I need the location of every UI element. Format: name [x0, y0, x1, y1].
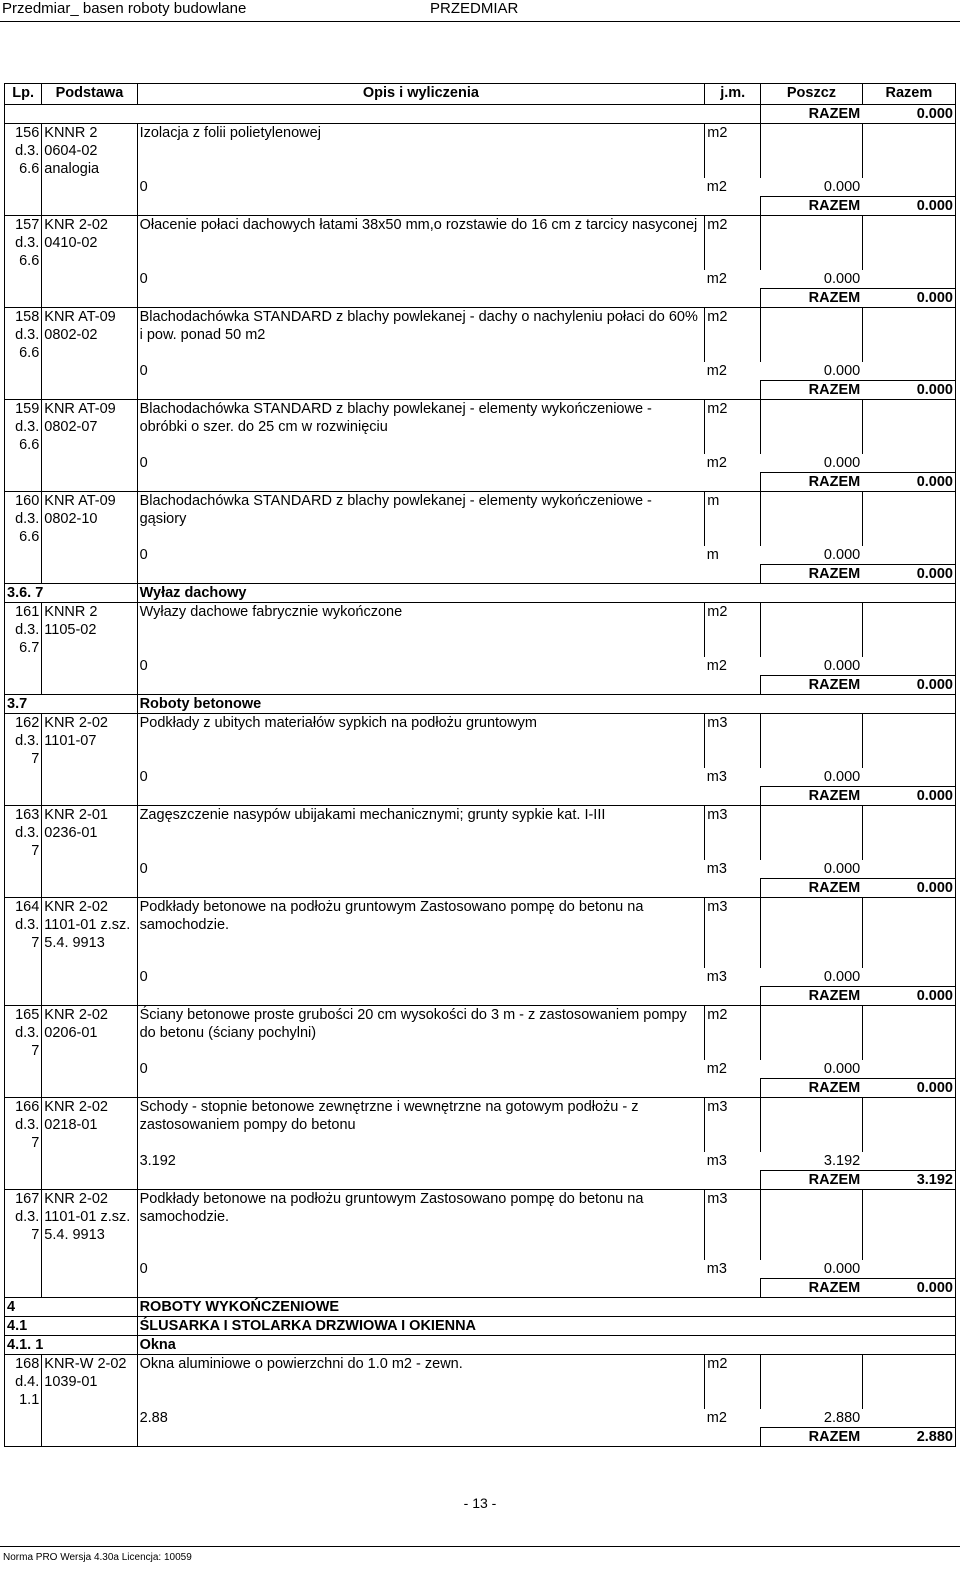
calc-value: 0.000 — [823, 455, 861, 471]
row-basis: KNR AT-09 0802-07 — [42, 400, 137, 455]
row-number: 166 d.3. 7 — [5, 1098, 42, 1153]
total-label: RAZEM — [761, 987, 863, 1006]
calc-expression: 0 — [137, 1260, 705, 1279]
calc-unit: m — [706, 547, 719, 563]
calc-value: 0.000 — [823, 658, 861, 674]
row-unit: m2 — [705, 400, 761, 455]
row-description: Blachodachówka STANDARD z blachy powlekanej - elementy wykończeniowe - obróbki o szer. do 25 cm w rozwinięciu — [137, 400, 705, 455]
document-title: Przedmiar_ basen roboty budowlane — [2, 0, 247, 17]
calc-unit: m2 — [706, 271, 727, 287]
row-description: Schody - stopnie betonowe zewnętrzne i wewnętrzne na gotowym podłożu - z zastosowaniem pompy do betonu — [137, 1098, 705, 1153]
calc-value: 0.000 — [823, 363, 861, 379]
section-title: ROBOTY WYKOŃCZENIOWE — [137, 1298, 955, 1317]
total-label: RAZEM — [761, 473, 863, 492]
calc-unit: m3 — [706, 969, 727, 985]
calc-value: 0.000 — [823, 547, 861, 563]
calc-expression: 0 — [137, 454, 705, 473]
section-number: 4 — [5, 1298, 138, 1317]
row-basis: KNR 2-02 1101-01 z.sz. 5.4. 9913 — [42, 1190, 137, 1261]
table-row — [5, 714, 956, 769]
section-number: 4.1 — [5, 1317, 138, 1336]
total-row — [5, 1171, 956, 1190]
column-header: Poszcz — [761, 84, 863, 105]
row-unit: m2 — [705, 1355, 761, 1410]
table-row — [5, 400, 956, 455]
total-row — [5, 879, 956, 898]
table-body — [5, 105, 956, 1447]
row-description: Ołacenie połaci dachowych łatami 38x50 mm,o rozstawie do 16 cm z tarcicy nasyconej — [137, 216, 705, 271]
total-label: RAZEM — [761, 1171, 863, 1190]
section-row — [5, 1298, 956, 1317]
row-number: 168 d.4. 1.1 — [5, 1355, 42, 1410]
section-title: Wyłaz dachowy — [137, 584, 955, 603]
total-label: RAZEM — [761, 289, 863, 308]
row-number: 157 d.3. 6.6 — [5, 216, 42, 271]
footer-rule — [0, 1546, 960, 1547]
table-row — [5, 124, 956, 179]
table-row — [5, 308, 956, 363]
total-label: RAZEM — [761, 565, 863, 584]
page-number: - 13 - — [463, 1495, 497, 1511]
header-rule — [0, 21, 960, 22]
calc-row — [5, 270, 956, 289]
row-number: 158 d.3. 6.6 — [5, 308, 42, 363]
row-basis: KNR 2-02 0218-01 — [42, 1098, 137, 1153]
total-value: 0.000 — [862, 197, 955, 216]
column-header: Opis i wyliczenia — [137, 84, 705, 105]
row-description: Blachodachówka STANDARD z blachy powlekanej - dachy o nachyleniu połaci do 60% i pow. ponad 50 m2 — [137, 308, 705, 363]
column-header: Razem — [862, 84, 955, 105]
row-description: Zagęszczenie nasypów ubijakami mechanicznymi; grunty sypkie kat. I-III — [137, 806, 705, 861]
row-description: Podkłady z ubitych materiałów sypkich na podłożu gruntowym — [137, 714, 705, 769]
total-label: RAZEM — [761, 381, 863, 400]
row-number: 161 d.3. 6.7 — [5, 603, 42, 658]
row-unit: m2 — [705, 1006, 761, 1061]
calc-row — [5, 860, 956, 879]
calc-expression: 0 — [137, 768, 705, 787]
calc-row — [5, 1060, 956, 1079]
calc-expression: 0 — [137, 657, 705, 676]
section-row — [5, 1317, 956, 1336]
row-number: 165 d.3. 7 — [5, 1006, 42, 1061]
calc-value: 0.000 — [823, 769, 861, 785]
table-row — [5, 1190, 956, 1261]
total-row — [5, 565, 956, 584]
calc-row — [5, 657, 956, 676]
section-number: 4.1. 1 — [5, 1336, 138, 1355]
total-value: 0.000 — [862, 565, 955, 584]
table-row — [5, 898, 956, 969]
row-unit: m2 — [705, 124, 761, 179]
total-value: 0.000 — [862, 787, 955, 806]
calc-value: 0.000 — [823, 271, 861, 287]
table-header-row — [5, 84, 956, 105]
calc-value: 2.880 — [823, 1410, 861, 1426]
total-value: 0.000 — [862, 987, 955, 1006]
row-unit: m3 — [705, 806, 761, 861]
table-row — [5, 603, 956, 658]
row-description: Podkłady betonowe na podłożu gruntowym Zastosowano pompę do betonu na samochodzie. — [137, 898, 705, 969]
row-description: Wyłazy dachowe fabrycznie wykończone — [137, 603, 705, 658]
section-row — [5, 584, 956, 603]
row-basis: KNR AT-09 0802-10 — [42, 492, 137, 547]
total-label: RAZEM — [761, 676, 863, 695]
table-row — [5, 1355, 956, 1410]
total-row — [5, 787, 956, 806]
section-number: 3.6. 7 — [5, 584, 138, 603]
row-description: Izolacja z folii polietylenowej — [137, 124, 705, 179]
total-label: RAZEM — [761, 787, 863, 806]
total-label: RAZEM — [761, 1279, 863, 1298]
document-type: PRZEDMIAR — [430, 0, 519, 17]
table-row — [5, 1006, 956, 1061]
calc-unit: m3 — [706, 1261, 727, 1277]
license-info: Norma PRO Wersja 4.30a Licencja: 10059 — [3, 1552, 192, 1563]
total-label: RAZEM — [761, 105, 863, 124]
row-number: 162 d.3. 7 — [5, 714, 42, 769]
total-value: 0.000 — [862, 1079, 955, 1098]
table-row — [5, 492, 956, 547]
section-row — [5, 695, 956, 714]
total-label: RAZEM — [761, 879, 863, 898]
row-basis: KNR AT-09 0802-02 — [42, 308, 137, 363]
calc-unit: m3 — [706, 1153, 727, 1169]
row-number: 156 d.3. 6.6 — [5, 124, 42, 179]
row-unit: m3 — [705, 714, 761, 769]
total-row — [5, 105, 956, 124]
column-header: Podstawa — [42, 84, 137, 105]
calc-expression: 0 — [137, 1060, 705, 1079]
calc-value: 3.192 — [823, 1153, 861, 1169]
row-unit: m2 — [705, 216, 761, 271]
row-basis: KNR 2-02 0206-01 — [42, 1006, 137, 1061]
section-title: Roboty betonowe — [137, 695, 955, 714]
calc-row — [5, 968, 956, 987]
column-header: j.m. — [705, 84, 761, 105]
total-row — [5, 197, 956, 216]
row-basis: KNNR 2 1105-02 — [42, 603, 137, 658]
total-value: 0.000 — [862, 473, 955, 492]
section-number: 3.7 — [5, 695, 138, 714]
total-value: 0.000 — [862, 1279, 955, 1298]
total-row — [5, 1079, 956, 1098]
total-label: RAZEM — [761, 1428, 863, 1447]
calc-unit: m2 — [706, 658, 727, 674]
total-row — [5, 473, 956, 492]
calc-unit: m2 — [706, 455, 727, 471]
row-basis: KNR 2-02 1101-07 — [42, 714, 137, 769]
section-row — [5, 1336, 956, 1355]
row-basis: KNR 2-02 1101-01 z.sz. 5.4. 9913 — [42, 898, 137, 969]
calc-unit: m3 — [706, 861, 727, 877]
calc-value: 0.000 — [823, 179, 861, 195]
row-number: 167 d.3. 7 — [5, 1190, 42, 1261]
calc-unit: m2 — [706, 1410, 727, 1426]
total-value: 2.880 — [862, 1428, 955, 1447]
calc-value: 0.000 — [823, 1261, 861, 1277]
table-row — [5, 216, 956, 271]
row-unit: m2 — [705, 308, 761, 363]
calc-row — [5, 178, 956, 197]
row-description: Okna aluminiowe o powierzchni do 1.0 m2 - zewn. — [137, 1355, 705, 1410]
calc-unit: m3 — [706, 769, 727, 785]
calc-expression: 0 — [137, 968, 705, 987]
row-basis: KNNR 2 0604-02 analogia — [42, 124, 137, 179]
section-title: ŚLUSARKA I STOLARKA DRZWIOWA I OKIENNA — [137, 1317, 955, 1336]
calc-value: 0.000 — [823, 1061, 861, 1077]
calc-expression: 0 — [137, 860, 705, 879]
estimate-table — [4, 83, 956, 1447]
calc-unit: m2 — [706, 179, 727, 195]
row-description: Podkłady betonowe na podłożu gruntowym Zastosowano pompę do betonu na samochodzie. — [137, 1190, 705, 1261]
row-number: 159 d.3. 6.6 — [5, 400, 42, 455]
total-value: 3.192 — [862, 1171, 955, 1190]
total-value: 0.000 — [862, 105, 955, 124]
total-row — [5, 987, 956, 1006]
row-unit: m3 — [705, 898, 761, 969]
row-number: 164 d.3. 7 — [5, 898, 42, 969]
calc-value: 0.000 — [823, 969, 861, 985]
calc-expression: 0 — [137, 546, 705, 565]
total-label: RAZEM — [761, 1079, 863, 1098]
row-description: Ściany betonowe proste grubości 20 cm wysokości do 3 m - z zastosowaniem pompy do betonu (ściany pochylni) — [137, 1006, 705, 1061]
row-basis: KNR-W 2-02 1039-01 — [42, 1355, 137, 1410]
row-number: 160 d.3. 6.6 — [5, 492, 42, 547]
row-basis: KNR 2-02 0410-02 — [42, 216, 137, 271]
total-row — [5, 289, 956, 308]
calc-row — [5, 362, 956, 381]
total-label: RAZEM — [761, 197, 863, 216]
total-value: 0.000 — [862, 381, 955, 400]
calc-row — [5, 1260, 956, 1279]
total-row — [5, 381, 956, 400]
row-description: Blachodachówka STANDARD z blachy powlekanej - elementy wykończeniowe - gąsiory — [137, 492, 705, 547]
calc-row — [5, 1409, 956, 1428]
table-row — [5, 1098, 956, 1153]
row-unit: m3 — [705, 1098, 761, 1153]
row-basis: KNR 2-01 0236-01 — [42, 806, 137, 861]
total-value: 0.000 — [862, 676, 955, 695]
calc-row — [5, 768, 956, 787]
calc-expression: 0 — [137, 178, 705, 197]
row-unit: m2 — [705, 603, 761, 658]
section-title: Okna — [137, 1336, 955, 1355]
calc-expression: 2.88 — [137, 1409, 705, 1428]
calc-row — [5, 1152, 956, 1171]
calc-row — [5, 546, 956, 565]
calc-expression: 0 — [137, 362, 705, 381]
total-row — [5, 1279, 956, 1298]
column-header: Lp. — [5, 84, 42, 105]
calc-row — [5, 454, 956, 473]
calc-unit: m2 — [706, 1061, 727, 1077]
calc-unit: m2 — [706, 363, 727, 379]
calc-expression: 0 — [137, 270, 705, 289]
total-value: 0.000 — [862, 879, 955, 898]
document-header — [0, 0, 960, 20]
row-number: 163 d.3. 7 — [5, 806, 42, 861]
total-row — [5, 1428, 956, 1447]
row-unit: m3 — [705, 1190, 761, 1261]
calc-value: 0.000 — [823, 861, 861, 877]
row-unit: m — [705, 492, 761, 547]
table-row — [5, 806, 956, 861]
total-value: 0.000 — [862, 289, 955, 308]
calc-expression: 3.192 — [137, 1152, 705, 1171]
total-row — [5, 676, 956, 695]
